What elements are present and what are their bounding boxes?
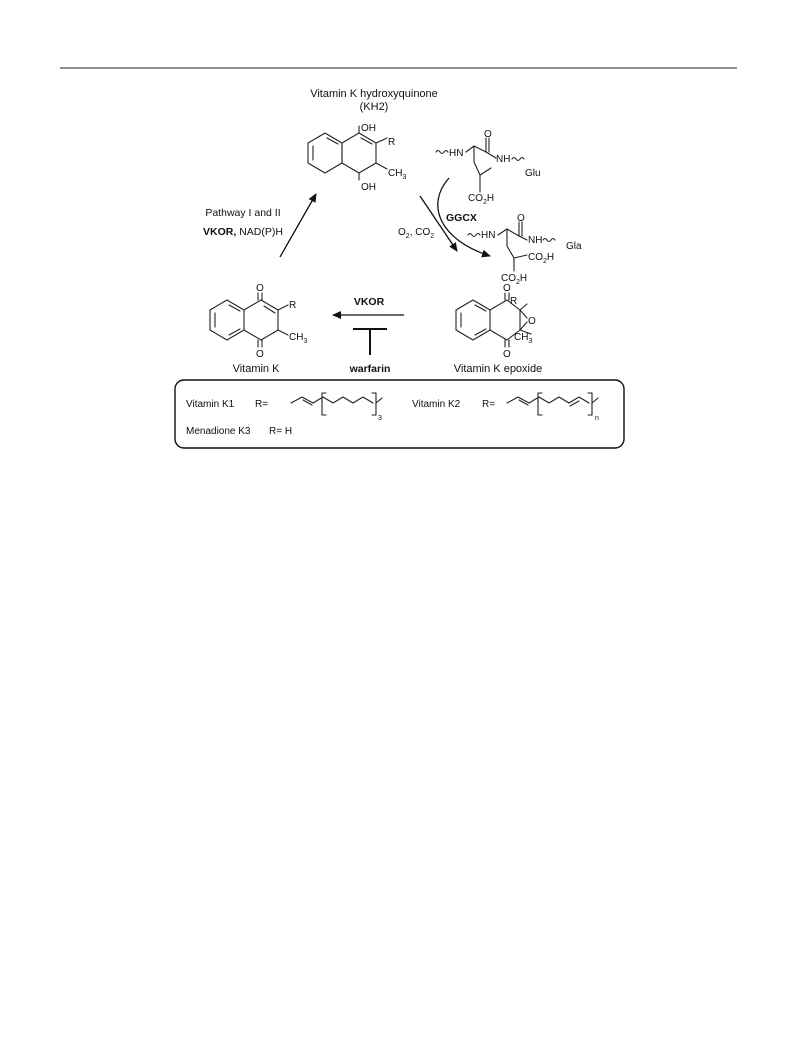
gla-residue: [468, 213, 582, 286]
svg-text:HN: HN: [481, 230, 496, 241]
svg-text:CO2H: $CO_2H$: [501, 273, 528, 286]
kh2-molecule: [308, 88, 438, 193]
vkor-label: VKOR: [353, 296, 385, 308]
svg-text:R: R: [510, 296, 518, 307]
legend-k1-n: 3: [378, 415, 382, 422]
kh2-r: R: [388, 137, 396, 148]
epoxide-label: Vitamin K epoxide: [453, 363, 543, 375]
svg-text:O: O: [256, 349, 264, 360]
svg-text:O: O: [256, 283, 264, 294]
warfarin-label: warfarin: [349, 363, 391, 375]
svg-text:CH3: $CH_3$: [289, 332, 308, 345]
svg-text:NH: NH: [496, 154, 511, 165]
kh2-oh-top: OH: [361, 123, 376, 134]
svg-text:R: R: [289, 300, 297, 311]
svg-text:O: O: [503, 349, 511, 360]
svg-text:O: O: [484, 129, 492, 140]
svg-text:CO2H: $CO_2H$: [528, 252, 555, 265]
svg-text:CO2H: $CO_2H$: [468, 193, 495, 206]
legend-k2-n: n: [595, 415, 599, 422]
svg-text:O: O: [503, 283, 511, 294]
svg-text:NH: NH: [528, 235, 543, 246]
svg-text:O: O: [528, 316, 536, 327]
ggcx-cofactors: $O_2$, $CO_2$: [398, 227, 435, 240]
k2-side-chain: [507, 393, 598, 415]
kh2-ch3: $CH_3$: [388, 168, 407, 181]
glu-residue: [436, 129, 541, 206]
legend-k2-name: Vitamin K2: [412, 399, 461, 410]
k1-side-chain: [291, 393, 382, 415]
legend-box: [175, 380, 624, 448]
kh2-oh-bottom: OH: [361, 182, 376, 193]
legend-k3-name: Menadione K3: [186, 426, 251, 437]
ggcx-label: GGCX: [446, 212, 477, 224]
legend-k1-name: Vitamin K1: [186, 399, 235, 410]
legend-k2-r: R=: [482, 399, 496, 410]
svg-text:CH3: $CH_3$: [514, 332, 533, 345]
legend-k3-r: R= H: [269, 426, 293, 437]
svg-text:O: O: [517, 213, 525, 224]
vitamin-k-label: Vitamin K: [232, 363, 280, 375]
kh2-structure: [308, 126, 387, 180]
kh2-subtitle: (KH2): [359, 101, 389, 113]
kh2-title: Vitamin K hydroxyquinone: [310, 88, 438, 100]
glu-label: Glu: [525, 168, 541, 179]
pathway-arrow: [280, 194, 316, 257]
legend-k1-r: R=: [255, 399, 269, 410]
epoxide-molecule: [454, 283, 542, 375]
pathway-enzyme: VKOR, NAD(P)H: [203, 226, 283, 238]
gla-label: Gla: [566, 241, 582, 252]
vitamin-k-molecule: [210, 283, 307, 375]
svg-text:HN: HN: [449, 148, 464, 159]
pathway-label: Pathway I and II: [205, 207, 281, 219]
